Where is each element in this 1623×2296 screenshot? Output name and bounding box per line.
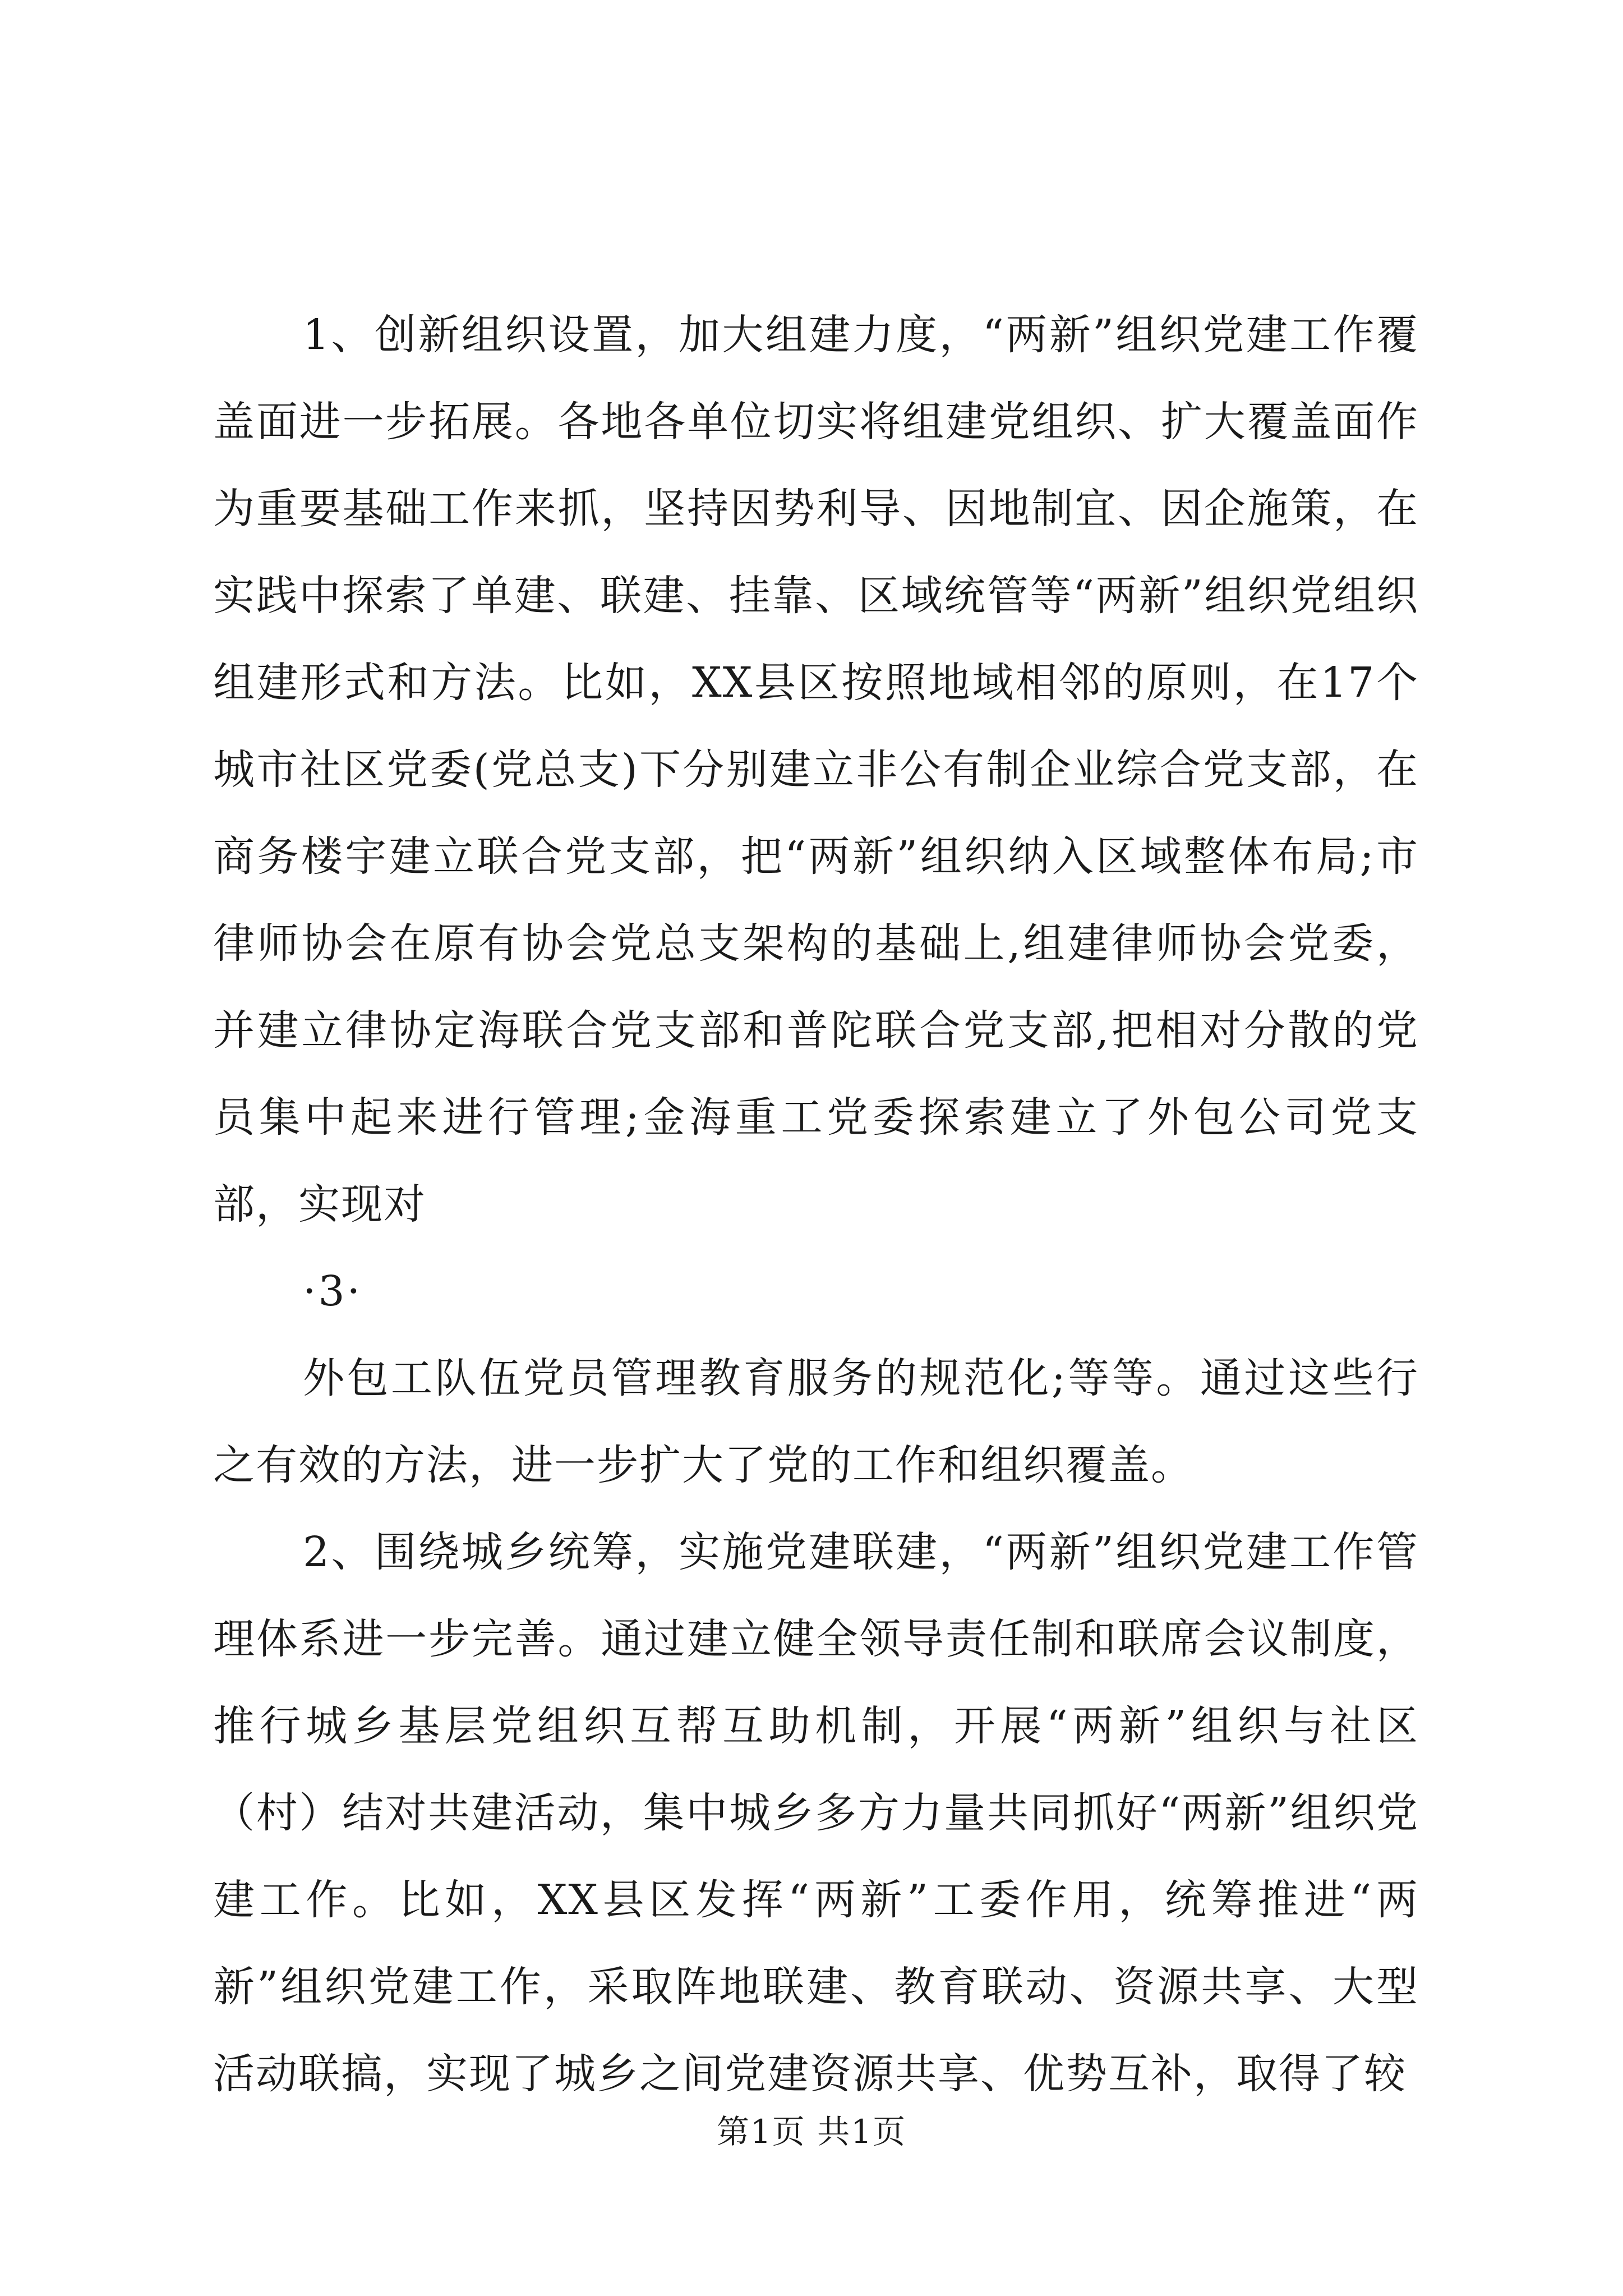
paragraph-2: 外包工队伍党员管理教育服务的规范化;等等。通过这些行之有效的方法，进一步扩大了党的工作和组织覆盖。 <box>213 1354 1419 1489</box>
page-marker: ·3· <box>303 1267 363 1315</box>
paragraph-3: 2、围绕城乡统筹，实施党建联建，“两新”组织党建工作管理体系进一步完善。通过建立健全领导责任制和联席会议制度，推行城乡基层党组织互帮互助机制，开展“两新”组织与社区（村）结对共建活动，集中城乡多方力量共同抓好“两新”组织党建工作。比如，XX县区发挥“两新”工委作用，统筹推进“两新”组织党建工作，采取阵地联建、教育联动、资源共享、大型活动联搞，实现了城乡之间党建资源共享、优势互补，取得了较 <box>213 1528 1419 2098</box>
paragraph-1: 1、创新组织设置，加大组建力度，“两新”组织党建工作覆盖面进一步拓展。各地各单位切实将组建党组织、扩大覆盖面作为重要基础工作来抓，坚持因势利导、因地制宜、因企施策，在实践中探索了单建、联建、挂靠、区域统管等“两新”组织党组织组建形式和方法。比如，XX县区按照地域相邻的原则，在17个城市社区党委(党总支)下分别建立非公有制企业综合党支部，在商务楼宇建立联合党支部，把“两新”组织纳入区域整体布局;市律师协会在原有协会党总支架构的基础上,组建律师协会党委，并建立律协定海联合党支部和普陀联合党支部,把相对分散的党员集中起来进行管理;金海重工党委探索建立了外包公司党支部，实现对 <box>213 311 1419 1228</box>
document-body <box>213 292 1419 2118</box>
page-footer: 第1页 共1页 <box>716 2113 907 2151</box>
